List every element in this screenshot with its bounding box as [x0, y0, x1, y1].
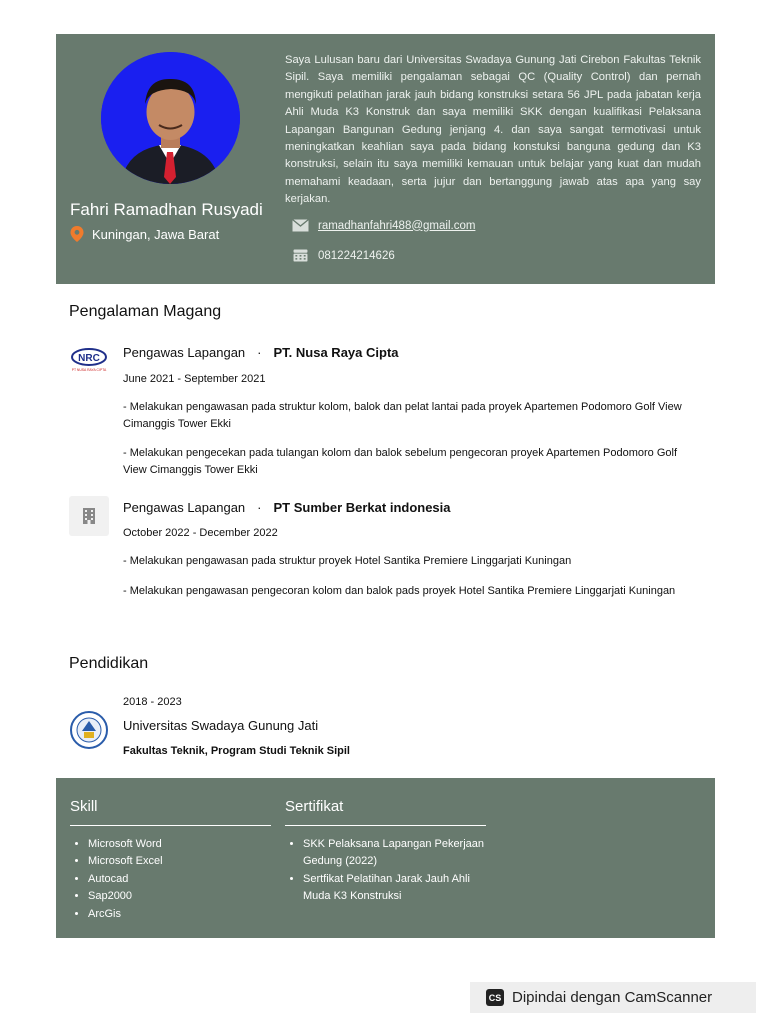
phone-contact	[292, 249, 395, 262]
email-link[interactable]: ramadhanfahri488@gmail.com	[318, 219, 476, 232]
building-icon	[69, 496, 109, 536]
job-1-company: PT. Nusa Raya Cipta	[273, 345, 399, 360]
job-2-company: PT Sumber Berkat indonesia	[273, 500, 451, 515]
camscanner-watermark	[470, 982, 756, 1013]
profile-photo	[101, 52, 240, 184]
nrc-logo-text: NRC	[78, 353, 100, 364]
location-text: Kuningan, Jawa Barat	[92, 226, 220, 242]
job-1-bullet-2: - Melakukan pengecekan pada tulangan kolom dan balok sebelum pengecoran proyek Apartemen Podomoro Golf View Cimanggis Tower Ekki	[123, 447, 678, 476]
phone-icon	[292, 249, 309, 262]
job-2-bullet-1: - Melakukan pengawasan pada struktur proyek Hotel Santika Premiere Linggarjati Kuningan	[123, 555, 572, 567]
skill-item: • Microsoft Word	[88, 836, 276, 853]
separator-dot: ·	[257, 500, 262, 515]
education-heading: Pendidikan	[69, 655, 149, 672]
certificate-divider	[285, 825, 486, 826]
university-name: Universitas Swadaya Gunung Jati	[123, 718, 319, 733]
company-placeholder-logo	[69, 496, 109, 536]
experience-heading: Pengalaman Magang	[69, 303, 222, 320]
university-logo	[69, 710, 109, 750]
location	[70, 226, 219, 242]
phone-number: 081224214626	[318, 249, 395, 262]
job-1-role: Pengawas Lapangan	[123, 345, 246, 360]
job-2-title	[123, 500, 451, 515]
skill-divider	[70, 825, 271, 826]
education-period: 2018 - 2023	[123, 696, 182, 708]
skill-item: • ArcGis	[88, 906, 276, 923]
skill-item: • Sap2000	[88, 888, 276, 905]
skills-certificates-panel	[56, 778, 715, 938]
location-pin-icon	[70, 226, 84, 242]
certificate-heading: Sertifikat	[285, 798, 344, 815]
job-2-period: October 2022 - December 2022	[123, 527, 278, 539]
job-1-title	[123, 345, 399, 360]
job-2-role: Pengawas Lapangan	[123, 500, 246, 515]
nrc-logo	[69, 343, 109, 383]
certificate-list	[285, 836, 491, 906]
separator-dot: ·	[257, 345, 262, 360]
faculty-text: Fakultas Teknik, Program Studi Teknik Sipil	[123, 745, 350, 757]
about-text: Saya Lulusan baru dari Universitas Swadaya Gunung Jati Cirebon Fakultas Teknik Sipil. Saya memiliki pengalaman sebagai QC (Quality Control) dan pernah mengikuti pelatihan jarak jauh bidang konstruksi setara 56 JPL pada jabatan kerja Ahli Muda K3 Konstruk dan saya memiliki SKK dengan kualifikasi Pelaksana Lapangan Bangunan Gedung jenjang 4. dan saya sangat termotivasi untuk meningkatkan keahlian saya pada bidang konstuksi banguna gedung dan K3 konstruksi, selain itu saya memiliki kemauan untuk belajar yang kuat dan mudah memahami keadaan, serta jujur dan bertanggung jawab atas apa yang say kerjakan.	[285, 54, 701, 206]
profile-header	[56, 34, 715, 284]
job-1-period: June 2021 - September 2021	[123, 373, 266, 385]
job-2-bullet-2: - Melakukan pengawasan pengecoran kolom dan balok pads proyek Hotel Santika Premiere Linggarjati Kuningan	[123, 585, 676, 597]
email-contact[interactable]	[292, 219, 475, 232]
certificate-item: • SKK Pelaksana Lapangan Pekerjaan Gedung (2022)	[303, 836, 491, 871]
skill-heading: Skill	[70, 798, 98, 815]
camscanner-icon: CS	[486, 989, 504, 1006]
skill-item: • Microsoft Excel	[88, 853, 276, 870]
skill-list	[70, 836, 276, 923]
university-title	[123, 718, 318, 733]
camscanner-label: Dipindai dengan CamScanner	[512, 989, 713, 1006]
certificate-item: • Sertfikat Pelatihan Jarak Jauh Ahli Muda K3 Konstruksi	[303, 871, 491, 906]
candidate-name: Fahri Ramadhan Rusyadi	[70, 200, 263, 219]
skill-item: • Autocad	[88, 871, 276, 888]
nrc-logo-caption: PT NUSA RAYA CIPTA	[71, 368, 107, 372]
job-1-bullet-1: - Melakukan pengawasan pada struktur kolom, balok dan pelat lantai pada proyek Apartemen Podomoro Golf View Cimanggis Tower Ekki	[123, 401, 682, 430]
mail-icon	[292, 219, 309, 232]
